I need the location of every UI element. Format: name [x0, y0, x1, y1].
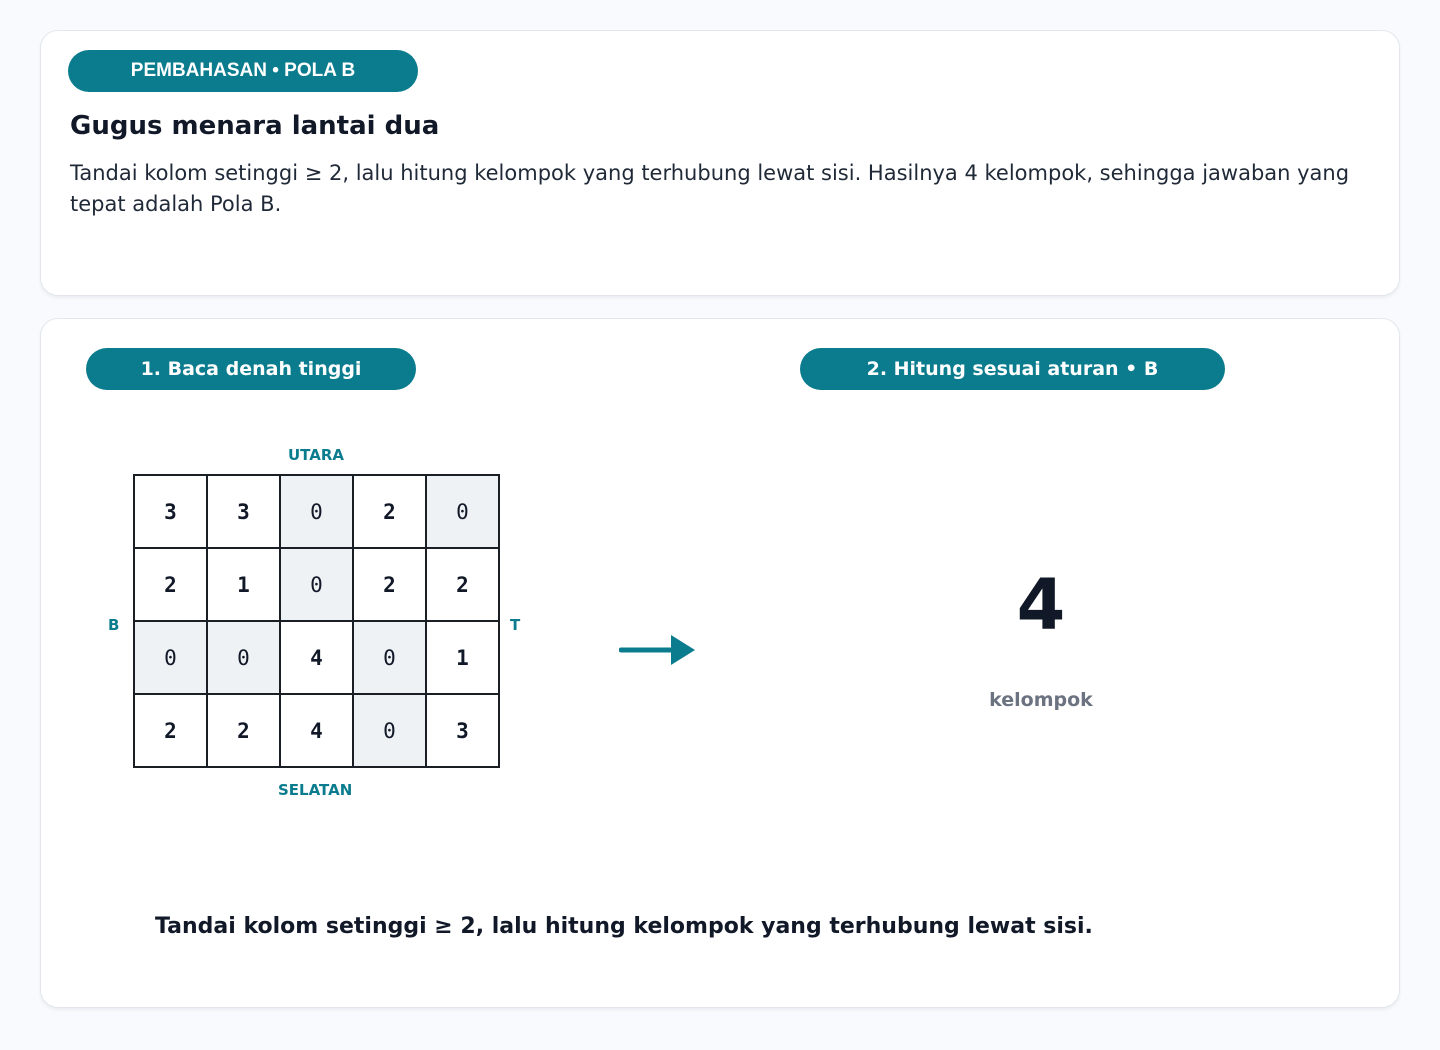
grid-cell: 2: [354, 549, 427, 622]
grid-cell: 0: [354, 695, 427, 768]
grid-cell: 1: [427, 622, 500, 695]
grid-cell: 3: [135, 476, 208, 549]
explanation-card: [40, 30, 1400, 296]
grid-cell: 1: [208, 549, 281, 622]
grid-cell: 0: [208, 622, 281, 695]
page-title: Gugus menara lantai dua: [70, 111, 440, 141]
step-1-label: 1. Baca denah tinggi: [86, 348, 416, 390]
grid-cell: 3: [427, 695, 500, 768]
step-2-label: 2. Hitung sesuai aturan • B: [800, 348, 1225, 390]
grid-cell: 2: [354, 476, 427, 549]
grid-cell: 2: [135, 549, 208, 622]
compass-west-label: B: [108, 616, 120, 634]
grid-cell: 4: [281, 695, 354, 768]
grid-cell: 0: [281, 476, 354, 549]
grid-cell: 2: [208, 695, 281, 768]
result-count: 4: [1016, 564, 1066, 646]
right-arrow-icon: [619, 633, 699, 667]
grid-cell: 3: [208, 476, 281, 549]
explanation-badge: PEMBAHASAN • POLA B: [68, 50, 418, 92]
grid-cell: 0: [427, 476, 500, 549]
explanation-text: Tandai kolom setinggi ≥ 2, lalu hitung kelompok yang terhubung lewat sisi. Hasilnya 4 kelompok, sehingga jawaban yang tepat adalah Pola B.: [70, 161, 1350, 216]
compass-north-label: UTARA: [288, 446, 345, 464]
result-unit: kelompok: [989, 689, 1093, 711]
grid-cell: 0: [135, 622, 208, 695]
height-map-grid: [133, 474, 500, 768]
rule-footnote: Tandai kolom setinggi ≥ 2, lalu hitung kelompok yang terhubung lewat sisi.: [155, 914, 1093, 939]
compass-south-label: SELATAN: [278, 781, 353, 799]
compass-east-label: T: [510, 616, 521, 634]
grid-cell: 2: [427, 549, 500, 622]
solution-card: [40, 318, 1400, 1008]
grid-cell: 0: [354, 622, 427, 695]
grid-cell: 2: [135, 695, 208, 768]
grid-cell: 4: [281, 622, 354, 695]
grid-cell: 0: [281, 549, 354, 622]
